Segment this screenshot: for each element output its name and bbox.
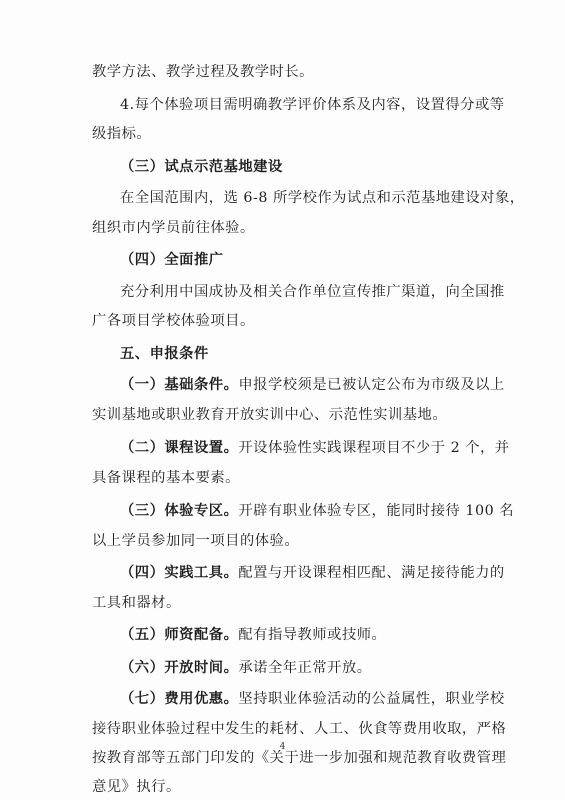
paragraph-line: 级指标。 [92, 126, 152, 142]
condition-6 [120, 658, 487, 678]
condition-label: （一）基础条件。 [120, 377, 239, 393]
condition-text: 开设体验性实践课程项目不少于 2 个，并 [238, 440, 510, 456]
paragraph-line: 在全国范围内，选 6-8 所学校作为试点和示范基地建设对象， [120, 190, 525, 206]
condition-3 [120, 501, 515, 521]
chapter-heading: 五、申报条件 [120, 346, 209, 362]
paragraph-line: 充分利用中国成协及相关合作单位宣传推广渠道，向全国推 [120, 284, 505, 300]
paragraph-line: 意见》执行。 [92, 779, 181, 795]
condition-5 [120, 625, 487, 645]
section-heading: （三）试点示范基地建设 [120, 159, 283, 175]
section-heading: （四）全面推广 [120, 252, 224, 268]
page-number: 4 [279, 742, 286, 752]
paragraph-line: 教学方法、教学过程及教学时长。 [92, 64, 314, 80]
condition-label: （三）体验专区。 [120, 503, 239, 519]
condition-text: 坚持职业体验活动的公益属性，职业学校 [238, 691, 505, 707]
condition-text: 开辟有职业体验专区，能同时接待 100 名 [238, 503, 515, 519]
paragraph-line: 按教育部等五部门印发的《关于进一步加强和规范教育收费管理 [92, 750, 507, 766]
condition-label: （二）课程设置。 [120, 440, 239, 456]
condition-4 [120, 563, 505, 583]
paragraph-line: 以上学员参加同一项目的体验。 [92, 533, 300, 549]
condition-text: 配有指导教师或技师。 [238, 627, 387, 643]
paragraph-line: 组织市内学员前往体验。 [92, 220, 255, 236]
condition-7 [120, 689, 505, 709]
paragraph-line: 接待职业体验过程中发生的耗材、人工、伙食等费用收取，严格 [92, 721, 507, 737]
condition-text: 申报学校须是已被认定公布为市级及以上 [238, 377, 505, 393]
condition-label: （七）费用优惠。 [120, 691, 239, 707]
paragraph-line: 广各项目学校体验项目。 [92, 313, 255, 329]
condition-2 [120, 438, 510, 458]
condition-text: 配置与开设课程相匹配、满足接待能力的 [238, 565, 505, 581]
paragraph-line: 工具和器材。 [92, 595, 181, 611]
condition-1 [120, 375, 505, 395]
paragraph-line: 4.每个体验项目需明确教学评价体系及内容，设置得分或等 [120, 97, 505, 113]
paragraph-line: 具备课程的基本要素。 [92, 470, 240, 486]
paragraph-line: 实训基地或职业教育开放实训中心、示范性实训基地。 [92, 407, 448, 423]
condition-label: （四）实践工具。 [120, 565, 239, 581]
condition-label: （五）师资配备。 [120, 627, 239, 643]
condition-label: （六）开放时间。 [120, 660, 239, 676]
condition-text: 承诺全年正常开放。 [238, 660, 372, 676]
